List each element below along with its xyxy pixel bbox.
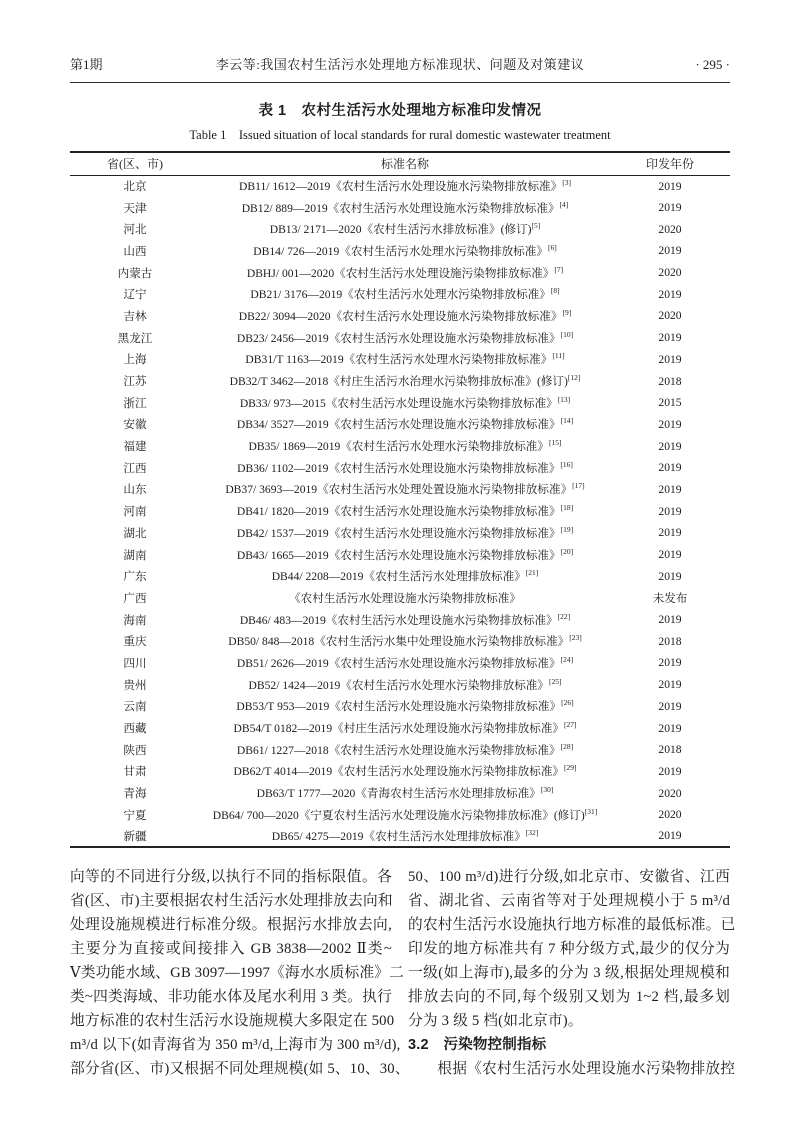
table-caption-cn: 表 1 农村生活污水处理地方标准印发情况 — [258, 103, 542, 119]
table-row — [70, 609, 730, 631]
text-line: 地方标准的农村生活污水设施规模大多限定在 500 — [70, 1013, 395, 1030]
reference-superscript: [8] — [550, 286, 560, 296]
issue-year-cell: 2020 — [658, 309, 682, 323]
standard-name-text: DB51/ 2626—2019《农村生活污水处理设施水污染物排放标准》 — [236, 656, 561, 670]
province-cell: 四川 — [123, 656, 147, 670]
standard-name-text: DB37/ 3693—2019《农村生活污水处理处置设施水污染物排放标准》 — [225, 483, 573, 497]
issue-year-cell: 2019 — [658, 179, 682, 193]
reference-superscript: [28] — [560, 741, 574, 751]
standard-name-text: DB13/ 2171—2020《农村生活污水排放标准》(修订) — [269, 223, 532, 237]
table-row — [70, 392, 730, 414]
reference-superscript: [24] — [560, 655, 574, 665]
standard-name-text: DB46/ 483—2019《农村生活污水处理设施水污染物排放标准》 — [239, 613, 558, 627]
text-line: 排放去向的不同,每个级别又划为 1~2 档,最多划 — [408, 989, 730, 1006]
reference-superscript: [19] — [560, 524, 574, 534]
province-cell: 青海 — [123, 787, 147, 801]
standard-name-cell — [200, 349, 610, 371]
reference-superscript: [29] — [564, 763, 577, 773]
province-cell: 海南 — [123, 613, 147, 627]
issue-year-cell: 2019 — [658, 764, 682, 778]
province-cell: 陕西 — [123, 743, 147, 757]
issue-year-cell: 2019 — [658, 613, 682, 627]
issue-year-cell: 2019 — [658, 678, 682, 692]
standard-name-text: DB65/ 4275—2019《农村生活污水处理排放标准》 — [271, 829, 526, 843]
issue-year-cell: 2019 — [658, 569, 682, 583]
text-column-right — [408, 865, 736, 1081]
table-row — [70, 717, 730, 739]
table-row — [70, 804, 730, 826]
standard-name-text: 《农村生活污水处理设施水污染物排放标准》 — [289, 591, 521, 605]
table-row — [70, 522, 730, 544]
issue-year-cell: 2020 — [658, 222, 682, 236]
text-line: 一级(如上海市),最多的分为 3 级,根据处理规模和 — [408, 965, 730, 982]
text-line: 印发的地方标准共有 7 种分级方式,最少的仅分为 — [408, 941, 730, 958]
reference-superscript: [13] — [557, 394, 571, 404]
standard-name-text: DB36/ 1102—2019《农村生活污水处理设施水污染物排放标准》 — [237, 461, 561, 475]
running-title: 李云等:我国农村生活污水处理地方标准现状、问题及对策建议 — [215, 57, 585, 72]
standard-name-text: DB42/ 1537—2019《农村生活污水处理设施水污染物排放标准》 — [236, 526, 561, 540]
province-cell: 云南 — [123, 700, 147, 714]
standard-name-cell — [200, 652, 610, 674]
running-head — [70, 0, 730, 83]
issue-year-cell: 2018 — [658, 374, 682, 388]
text-column-left — [70, 865, 410, 1081]
standard-name-text: DB62/T 4014—2019《农村生活污水处理设施水污染物排放标准》 — [233, 765, 565, 779]
province-cell: 广东 — [123, 570, 147, 584]
standard-name-text: DB63/T 1777—2020《青海农村生活污水处理排放标准》 — [256, 787, 541, 801]
text-line: 3.2 污染物控制指标 — [408, 1037, 547, 1054]
standards-table — [70, 151, 730, 848]
standard-name-text: DB31/T 1163—2019《农村生活污水处理水污染物排放标准》 — [245, 353, 553, 367]
province-cell: 西藏 — [123, 722, 147, 736]
reference-superscript: [3] — [562, 178, 571, 188]
issue-year-cell: 2019 — [658, 504, 682, 518]
standard-name-cell — [200, 696, 610, 718]
reference-superscript: [31] — [584, 806, 598, 816]
issue-year-cell: 2015 — [658, 396, 682, 410]
province-cell: 北京 — [123, 180, 147, 194]
province-cell: 江苏 — [123, 375, 147, 389]
reference-superscript: [20] — [560, 546, 574, 556]
province-cell: 上海 — [123, 353, 147, 367]
standard-name-cell — [200, 826, 610, 848]
reference-superscript: [4] — [559, 199, 569, 209]
reference-superscript: [17] — [572, 481, 585, 491]
province-cell: 贵州 — [123, 678, 147, 692]
page-number: · 295 · — [695, 57, 730, 72]
standard-name-cell — [200, 305, 610, 327]
reference-superscript: [11] — [552, 351, 565, 361]
standard-name-cell — [200, 804, 610, 826]
text-line: 部分省(区、市)又根据不同处理规模(如 5、10、30、 — [70, 1061, 410, 1078]
issue-year-cell: 2019 — [658, 244, 682, 258]
standard-name-text: DB11/ 1612—2019《农村生活污水处理设施水污染物排放标准》 — [239, 180, 563, 194]
issue-year-cell: 2019 — [658, 352, 682, 366]
reference-superscript: [10] — [560, 329, 574, 339]
standard-name-text: DB53/T 953—2019《农村生活污水处理设施水污染物排放标准》 — [236, 700, 562, 714]
standard-name-cell — [200, 262, 610, 284]
issue-year-cell: 2018 — [658, 743, 682, 757]
standard-name-text: DB52/ 1424—2019《农村生活污水处理水污染物排放标准》 — [248, 678, 549, 692]
standard-name-cell — [200, 782, 610, 804]
reference-superscript: [7] — [554, 264, 564, 274]
text-line: 根据《农村生活污水处理设施水污染物排放控 — [437, 1061, 736, 1078]
province-cell: 内蒙古 — [117, 266, 153, 280]
issue-year-cell: 2019 — [658, 482, 682, 496]
reference-superscript: [14] — [560, 416, 574, 426]
table-row — [70, 500, 730, 522]
text-line: 50、100 m³/d)进行分级,如北京市、安徽省、江西 — [408, 869, 730, 886]
table-row — [70, 283, 730, 305]
table-row — [70, 457, 730, 479]
table-row — [70, 826, 730, 848]
standard-name-text: DB34/ 3527—2019《农村生活污水处理设施水污染物排放标准》 — [236, 418, 561, 432]
issue-year-cell: 2019 — [658, 287, 682, 301]
issue-year-cell: 2019 — [658, 439, 682, 453]
text-line: m³/d 以下(如青海省为 350 m³/d,上海市为 300 m³/d), — [70, 1037, 401, 1054]
standard-name-cell — [200, 761, 610, 783]
standard-name-cell — [200, 522, 610, 544]
table-row — [70, 696, 730, 718]
standard-name-text: DB43/ 1665—2019《农村生活污水处理设施水污染物排放标准》 — [236, 548, 561, 562]
table-row — [70, 240, 730, 262]
issue-year-cell: 2019 — [658, 721, 682, 735]
reference-superscript: [21] — [525, 568, 539, 578]
table-row — [70, 218, 730, 240]
text-line: 的农村生活污水设施执行地方标准的最低标准。已 — [408, 917, 736, 934]
reference-superscript: [15] — [548, 438, 562, 448]
text-line: 主要分为直接或间接排入 GB 3838—2002 Ⅱ类~ — [70, 941, 392, 958]
standard-name-cell — [200, 283, 610, 305]
issue-year-cell: 2020 — [658, 786, 682, 800]
standard-name-cell — [200, 175, 610, 197]
table-row — [70, 349, 730, 371]
table-row — [70, 370, 730, 392]
standard-name-cell — [200, 500, 610, 522]
standard-name-cell — [200, 587, 610, 609]
reference-superscript: [30] — [540, 785, 554, 795]
standard-name-text: DB33/ 973—2015《农村生活污水处理设施水污染物排放标准》 — [239, 396, 558, 410]
province-cell: 吉林 — [123, 309, 147, 323]
standard-name-text: DB41/ 1820—2019《农村生活污水处理设施水污染物排放标准》 — [236, 505, 561, 519]
standard-name-cell — [200, 457, 610, 479]
issue-year-cell: 2019 — [658, 829, 682, 843]
issue-year-cell: 未发布 — [652, 591, 688, 605]
standard-name-cell — [200, 565, 610, 587]
province-cell: 辽宁 — [123, 288, 147, 302]
standard-name-text: DBHJ/ 001—2020《农村生活污水处理设施污染物排放标准》 — [246, 266, 555, 280]
text-line: 类~四类海域、非功能水体及尾水利用 3 类。执行 — [70, 989, 392, 1006]
table-header — [70, 152, 730, 175]
column-header-standard-name: 标准名称 — [380, 157, 429, 172]
reference-superscript: [23] — [569, 633, 582, 643]
province-cell: 山东 — [123, 483, 147, 497]
issue-year-cell: 2019 — [658, 526, 682, 540]
table-row — [70, 630, 730, 652]
province-cell: 重庆 — [123, 635, 147, 649]
province-cell: 福建 — [123, 440, 147, 454]
reference-superscript: [25] — [548, 676, 562, 686]
standard-name-cell — [200, 414, 610, 436]
province-cell: 山西 — [123, 244, 147, 258]
table-row — [70, 544, 730, 566]
province-cell: 湖南 — [123, 548, 147, 562]
table-row — [70, 479, 730, 501]
issue-year-cell: 2019 — [658, 699, 682, 713]
standard-name-cell — [200, 717, 610, 739]
table-row — [70, 175, 730, 197]
standard-name-text: DB12/ 889—2019《农村生活污水处理设施水污染物排放标准》 — [241, 201, 560, 215]
issue-year-cell: 2020 — [658, 808, 682, 822]
standard-name-text: DB54/T 0182—2019《村庄生活污水处理设施水污染物排放标准》 — [233, 722, 565, 736]
province-cell: 安徽 — [123, 418, 147, 432]
province-cell: 浙江 — [123, 396, 147, 410]
reference-superscript: [5] — [531, 221, 541, 231]
table-header-row — [70, 152, 730, 175]
standard-name-cell — [200, 197, 610, 219]
standard-name-text: DB50/ 848—2018《农村生活污水集中处理设施水污染物排放标准》 — [228, 635, 570, 649]
reference-superscript: [16] — [560, 459, 573, 469]
standard-name-cell — [200, 240, 610, 262]
table-row — [70, 782, 730, 804]
reference-superscript: [18] — [560, 503, 574, 513]
table-row — [70, 652, 730, 674]
province-cell: 甘肃 — [123, 765, 147, 779]
standard-name-text: DB35/ 1869—2019《农村生活污水处理水污染物排放标准》 — [248, 440, 549, 454]
standard-name-cell — [200, 479, 610, 501]
province-cell: 河北 — [123, 223, 147, 237]
table-row — [70, 197, 730, 219]
standard-name-text: DB23/ 2456—2019《农村生活污水处理设施水污染物排放标准》 — [236, 331, 561, 345]
standard-name-cell — [200, 392, 610, 414]
text-line: Ⅴ类功能水域、GB 3097—1997《海水水质标准》二 — [70, 965, 405, 982]
issue-year-cell: 2019 — [658, 331, 682, 345]
province-cell: 天津 — [123, 201, 147, 215]
table-row — [70, 262, 730, 284]
issue-label: 第1期 — [70, 57, 103, 72]
standard-name-cell — [200, 327, 610, 349]
text-line: 向等的不同进行分级,以执行不同的指标限值。各 — [70, 869, 392, 886]
table-row — [70, 587, 730, 609]
province-cell: 黑龙江 — [117, 331, 153, 345]
table-row — [70, 305, 730, 327]
reference-superscript: [27] — [564, 720, 577, 730]
table-row — [70, 739, 730, 761]
issue-year-cell: 2018 — [658, 634, 682, 648]
text-line: 省、湖北省、云南省等对于处理规模小于 5 m³/d — [408, 893, 730, 910]
table-row — [70, 565, 730, 587]
issue-year-cell: 2019 — [658, 656, 682, 670]
text-line: 省(区、市)主要根据农村生活污水处理排放去向和 — [70, 893, 393, 910]
reference-superscript: [6] — [547, 243, 557, 253]
province-cell: 湖北 — [123, 526, 147, 540]
text-line: 处理设施规模进行标准分级。根据污水排放去向, — [70, 917, 392, 934]
standard-name-text: DB32/T 3462—2018《村庄生活污水治理水污染物排放标准》(修订) — [229, 375, 568, 389]
table-row — [70, 327, 730, 349]
standard-name-text: DB14/ 726—2019《农村生活污水处理水污染物排放标准》 — [253, 244, 548, 258]
table-row — [70, 435, 730, 457]
issue-year-cell: 2019 — [658, 461, 682, 475]
column-header-issue-year: 印发年份 — [645, 157, 694, 172]
body-text — [70, 865, 736, 1081]
standard-name-cell — [200, 544, 610, 566]
standard-name-cell — [200, 370, 610, 392]
table-row — [70, 414, 730, 436]
standard-name-text: DB44/ 2208—2019《农村生活污水处理排放标准》 — [271, 570, 526, 584]
standard-name-cell — [200, 435, 610, 457]
issue-year-cell: 2019 — [658, 201, 682, 215]
province-cell: 新疆 — [123, 829, 147, 843]
table-row — [70, 674, 730, 696]
standard-name-text: DB61/ 1227—2018《农村生活污水处理设施水污染物排放标准》 — [236, 743, 561, 757]
reference-superscript: [26] — [561, 698, 574, 708]
text-line: 分为 3 级 5 档(如北京市)。 — [408, 1013, 583, 1030]
standard-name-cell — [200, 609, 610, 631]
standard-name-cell — [200, 218, 610, 240]
reference-superscript: [9] — [562, 308, 572, 318]
table-caption-en: Table 1 Issued situation of local standards for rural domestic wastewater treatment — [189, 128, 611, 142]
column-header-province: 省(区、市) — [107, 157, 163, 172]
table-row — [70, 761, 730, 783]
reference-superscript: [22] — [557, 611, 571, 621]
province-cell: 河南 — [123, 505, 147, 519]
standard-name-text: DB21/ 3176—2019《农村生活污水处理水污染物排放标准》 — [250, 288, 551, 302]
standard-name-text: DB22/ 3094—2020《农村生活污水处理设施水污染物排放标准》 — [238, 309, 563, 323]
issue-year-cell: 2020 — [658, 266, 682, 280]
province-cell: 宁夏 — [123, 808, 147, 822]
standard-name-text: DB64/ 700—2020《宁夏农村生活污水处理设施水污染物排放标准》(修订) — [212, 808, 585, 822]
standard-name-cell — [200, 630, 610, 652]
reference-superscript: [12] — [567, 373, 581, 383]
issue-year-cell: 2019 — [658, 417, 682, 431]
standard-name-cell — [200, 674, 610, 696]
issue-year-cell: 2019 — [658, 548, 682, 562]
reference-superscript: [32] — [525, 828, 539, 838]
province-cell: 广西 — [123, 591, 147, 605]
province-cell: 江西 — [123, 461, 147, 475]
standard-name-cell — [200, 739, 610, 761]
